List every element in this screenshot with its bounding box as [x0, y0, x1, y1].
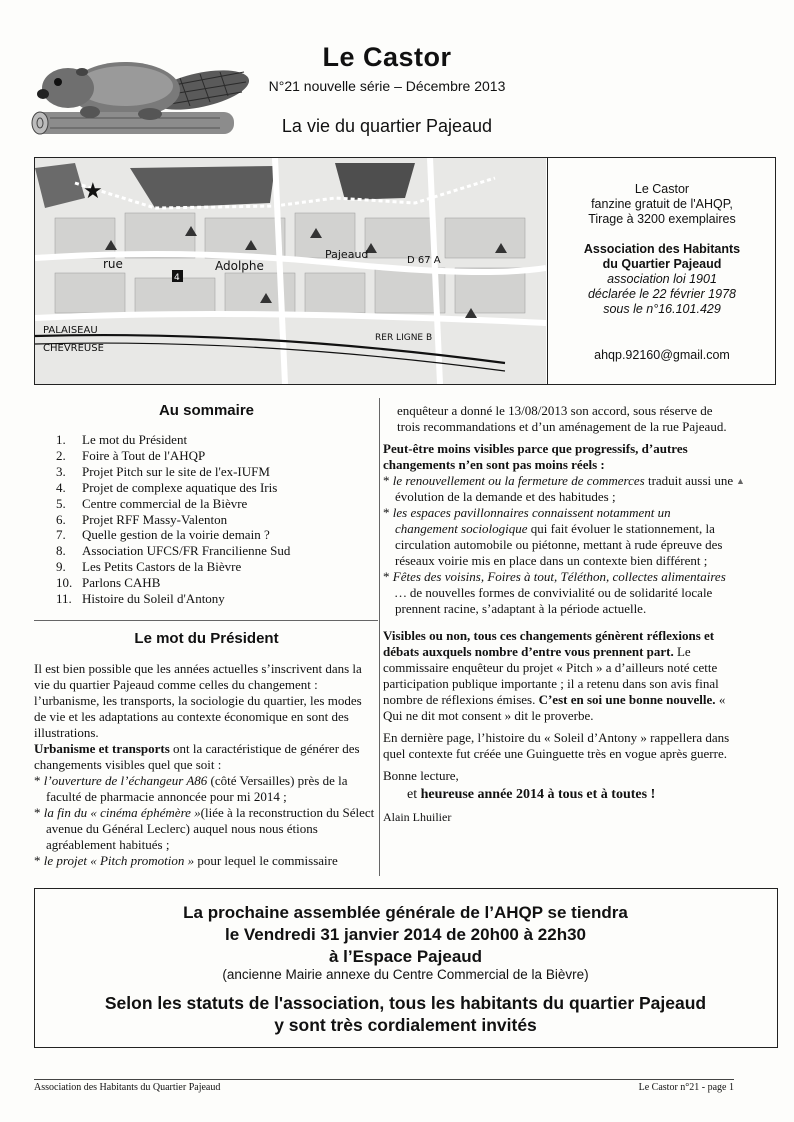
map-label-4: 4: [174, 273, 180, 283]
sommaire-list: [56, 432, 376, 607]
info-law3: sous le n°16.101.429: [603, 302, 721, 316]
neighborhood-map: [35, 158, 548, 384]
list-item: 1. Le mot du Président: [56, 432, 188, 447]
column-divider: [379, 398, 380, 876]
issue-line: N°21 nouvelle série – Décembre 2013: [268, 78, 506, 94]
signature: Alain Lhuilier: [383, 810, 452, 824]
left-column-text: Il est bien possible que les années actuelles s’inscrivent dans la vie du quartier Pajeaud comme celles du changement : l’urbanisme, les transports, la sociologie du quartier, les modes de vie et les adaptations au contexte économique en sont des illustrations. Urbanisme et transports ont la caractéristique de générer des changements visibles quel que soit : * l’ouverture de l’échangeur A86 (côté Versailles) près de la faculté de pharmacie annoncée pour mi 2014 ; * la fin du « cinéma éphémère »(liée à la reconstruction du Sélect avenue du Général Leclerc) auquel nous nous étions agréablement habitués ; * le projet « Pitch promotion » pour lequel le commissaire: [34, 661, 375, 868]
list-item: 11. Histoire du Soleil d'Antony: [56, 591, 225, 607]
footer-left: Association des Habitants du Quartier Pajeaud: [34, 1082, 221, 1093]
map-label-rer: RER LIGNE B: [375, 333, 433, 343]
map-label-d67a: D 67 A: [407, 255, 441, 266]
right-column-text: enquêteur a donné le 13/08/2013 son accord, sous réserve de trois recommandations et d’un aménagement de la rue Pajeaud. Peut-être moins visibles parce que progressifs, d’autres changements n’en sont pas moins réels : * le renouvellement ou la fermeture de commerces traduit aussi une évolution de la demande et des habitudes ; * les espaces pavillonnaires connaissent notamment un changement sociologique qui fait évoluer le stationnement, la circulation automobile ou piétonne, mettant à rude épreuve des réseaux voirie mis en place dans un contexte bien différent ; * Fêtes des voisins, Foires à tout, Téléthon, collectes alimentaires … de nouvelles formes de convivialité ou de solidarité locale prennent racine, s’adaptant à la période actuelle. Visibles ou non, tous ces changements génèrent réflexions et débats auxquels nombre d’entre vous prennent part. Le commissaire enquêteur du projet « Pitch » a d’ailleurs noté cette participation publique importante ; il a retenu dans son avis final nombre de réflexions émises. C’est en soi une bonne nouvelle. « Qui ne dit mot consent » dit le proverbe. En dernière page, l’histoire du « Soleil d’Antony » rappellera dans quel contexte fut créée une Guinguette très en vogue après guerre. Bonne lecture, et heureuse année 2014 à tous et à toutes ! Alain Lhuilier: [383, 403, 734, 824]
footer-right: Le Castor n°21 - page 1: [638, 1082, 734, 1093]
bullet: * Fêtes des voisins, Foires à tout, Téléthon, collectes alimentaires … de nouvelles formes de convivialité ou de solidarité locale prennent racine, s’adaptant à la période actuelle.: [383, 569, 726, 616]
info-line3: Tirage à 3200 exemplaires: [588, 212, 736, 226]
margin-mark-icon: ▲: [736, 476, 745, 486]
page-title: Le Castor: [322, 42, 452, 72]
bullet: * la fin du « cinéma éphémère »(liée à la reconstruction du Sélect avenue du Général Leclerc) auquel nous nous étions agréablement habitués ;: [34, 805, 375, 852]
map-label-adolphe: Adolphe: [215, 259, 264, 273]
intro-paragraph: Il est bien possible que les années actuelles s’inscrivent dans la vie du quartier Pajeaud comme celles du changement : l’urbanisme, les transports, la sociologie du quartier, les modes de vie et les adaptations au contexte économique en sont des illustrations.: [34, 661, 362, 740]
assembly-notice: La prochaine assemblée générale de l’AHQP se tiendra le Vendredi 31 janvier 2014 de 20h00 à 22h30 à l’Espace Pajeaud (ancienne Mairie annexe du Centre Commercial de la Bièvre) Selon les statuts de l'association, tous les habitants du quartier Pajeaud y sont très cordialement invités: [34, 888, 778, 1048]
list-item: 5. Centre commercial de la Bièvre: [56, 495, 248, 511]
svg-text:★: ★: [83, 179, 103, 204]
info-box: [34, 157, 776, 385]
list-item: 7. Quelle gestion de la voirie demain ?: [56, 527, 270, 543]
bullet: * l’ouverture de l’échangeur A86 (côté Versailles) près de la faculté de pharmacie annoncée pour mi 2014 ;: [34, 773, 348, 804]
beaver-logo: [30, 42, 252, 140]
list-item: 4. Projet de complexe aquatique des Iris: [56, 479, 278, 495]
footer-line: [34, 1079, 734, 1080]
info-line1: Le Castor: [634, 182, 690, 196]
bullet: * les espaces pavillonnaires connaissent notamment un changement sociologique qui fait évoluer le stationnement, la circulation automobile ou piétonne, mettant à rude épreuve des réseaux voirie mis en place dans un contexte bien différent ;: [383, 505, 723, 568]
info-law1: association loi 1901: [607, 272, 717, 286]
section-title: Le mot du Président: [134, 630, 279, 647]
info-law2: déclarée le 22 février 1978: [587, 287, 736, 301]
map-label-rue: rue: [103, 257, 123, 271]
list-item: 10. Parlons CAHB: [56, 575, 161, 591]
list-item: 3. Projet Pitch sur le site de l'ex-IUFM: [56, 463, 270, 479]
list-item: 9. Les Petits Castors de la Bièvre: [56, 559, 242, 575]
bullet: * le renouvellement ou la fermeture de commerces traduit aussi une évolution de la demande et des habitudes ;: [383, 473, 734, 504]
bullet: * le projet « Pitch promotion » pour lequel le commissaire: [34, 853, 338, 868]
sommaire-title: Au sommaire: [158, 402, 255, 419]
info-assoc1: Association des Habitants: [583, 242, 741, 256]
list-item: 2. Foire à Tout de l'AHQP: [56, 447, 206, 463]
list-item: 8. Association UFCS/FR Francilienne Sud: [56, 543, 291, 559]
divider: [34, 620, 378, 621]
page-subtitle: La vie du quartier Pajeaud: [281, 116, 493, 136]
map-label-pajeaud: Pajeaud: [325, 248, 369, 261]
map-label-chevreuse: CHEVREUSE: [43, 343, 104, 354]
info-email: ahqp.92160@gmail.com: [594, 348, 730, 362]
map-label-palaiseau: PALAISEAU: [43, 325, 98, 336]
list-item: 6. Projet RFF Massy-Valenton: [56, 511, 228, 527]
info-assoc2: du Quartier Pajeaud: [602, 257, 722, 271]
info-line2: fanzine gratuit de l'AHQP,: [591, 197, 733, 211]
info-text: [548, 158, 776, 384]
